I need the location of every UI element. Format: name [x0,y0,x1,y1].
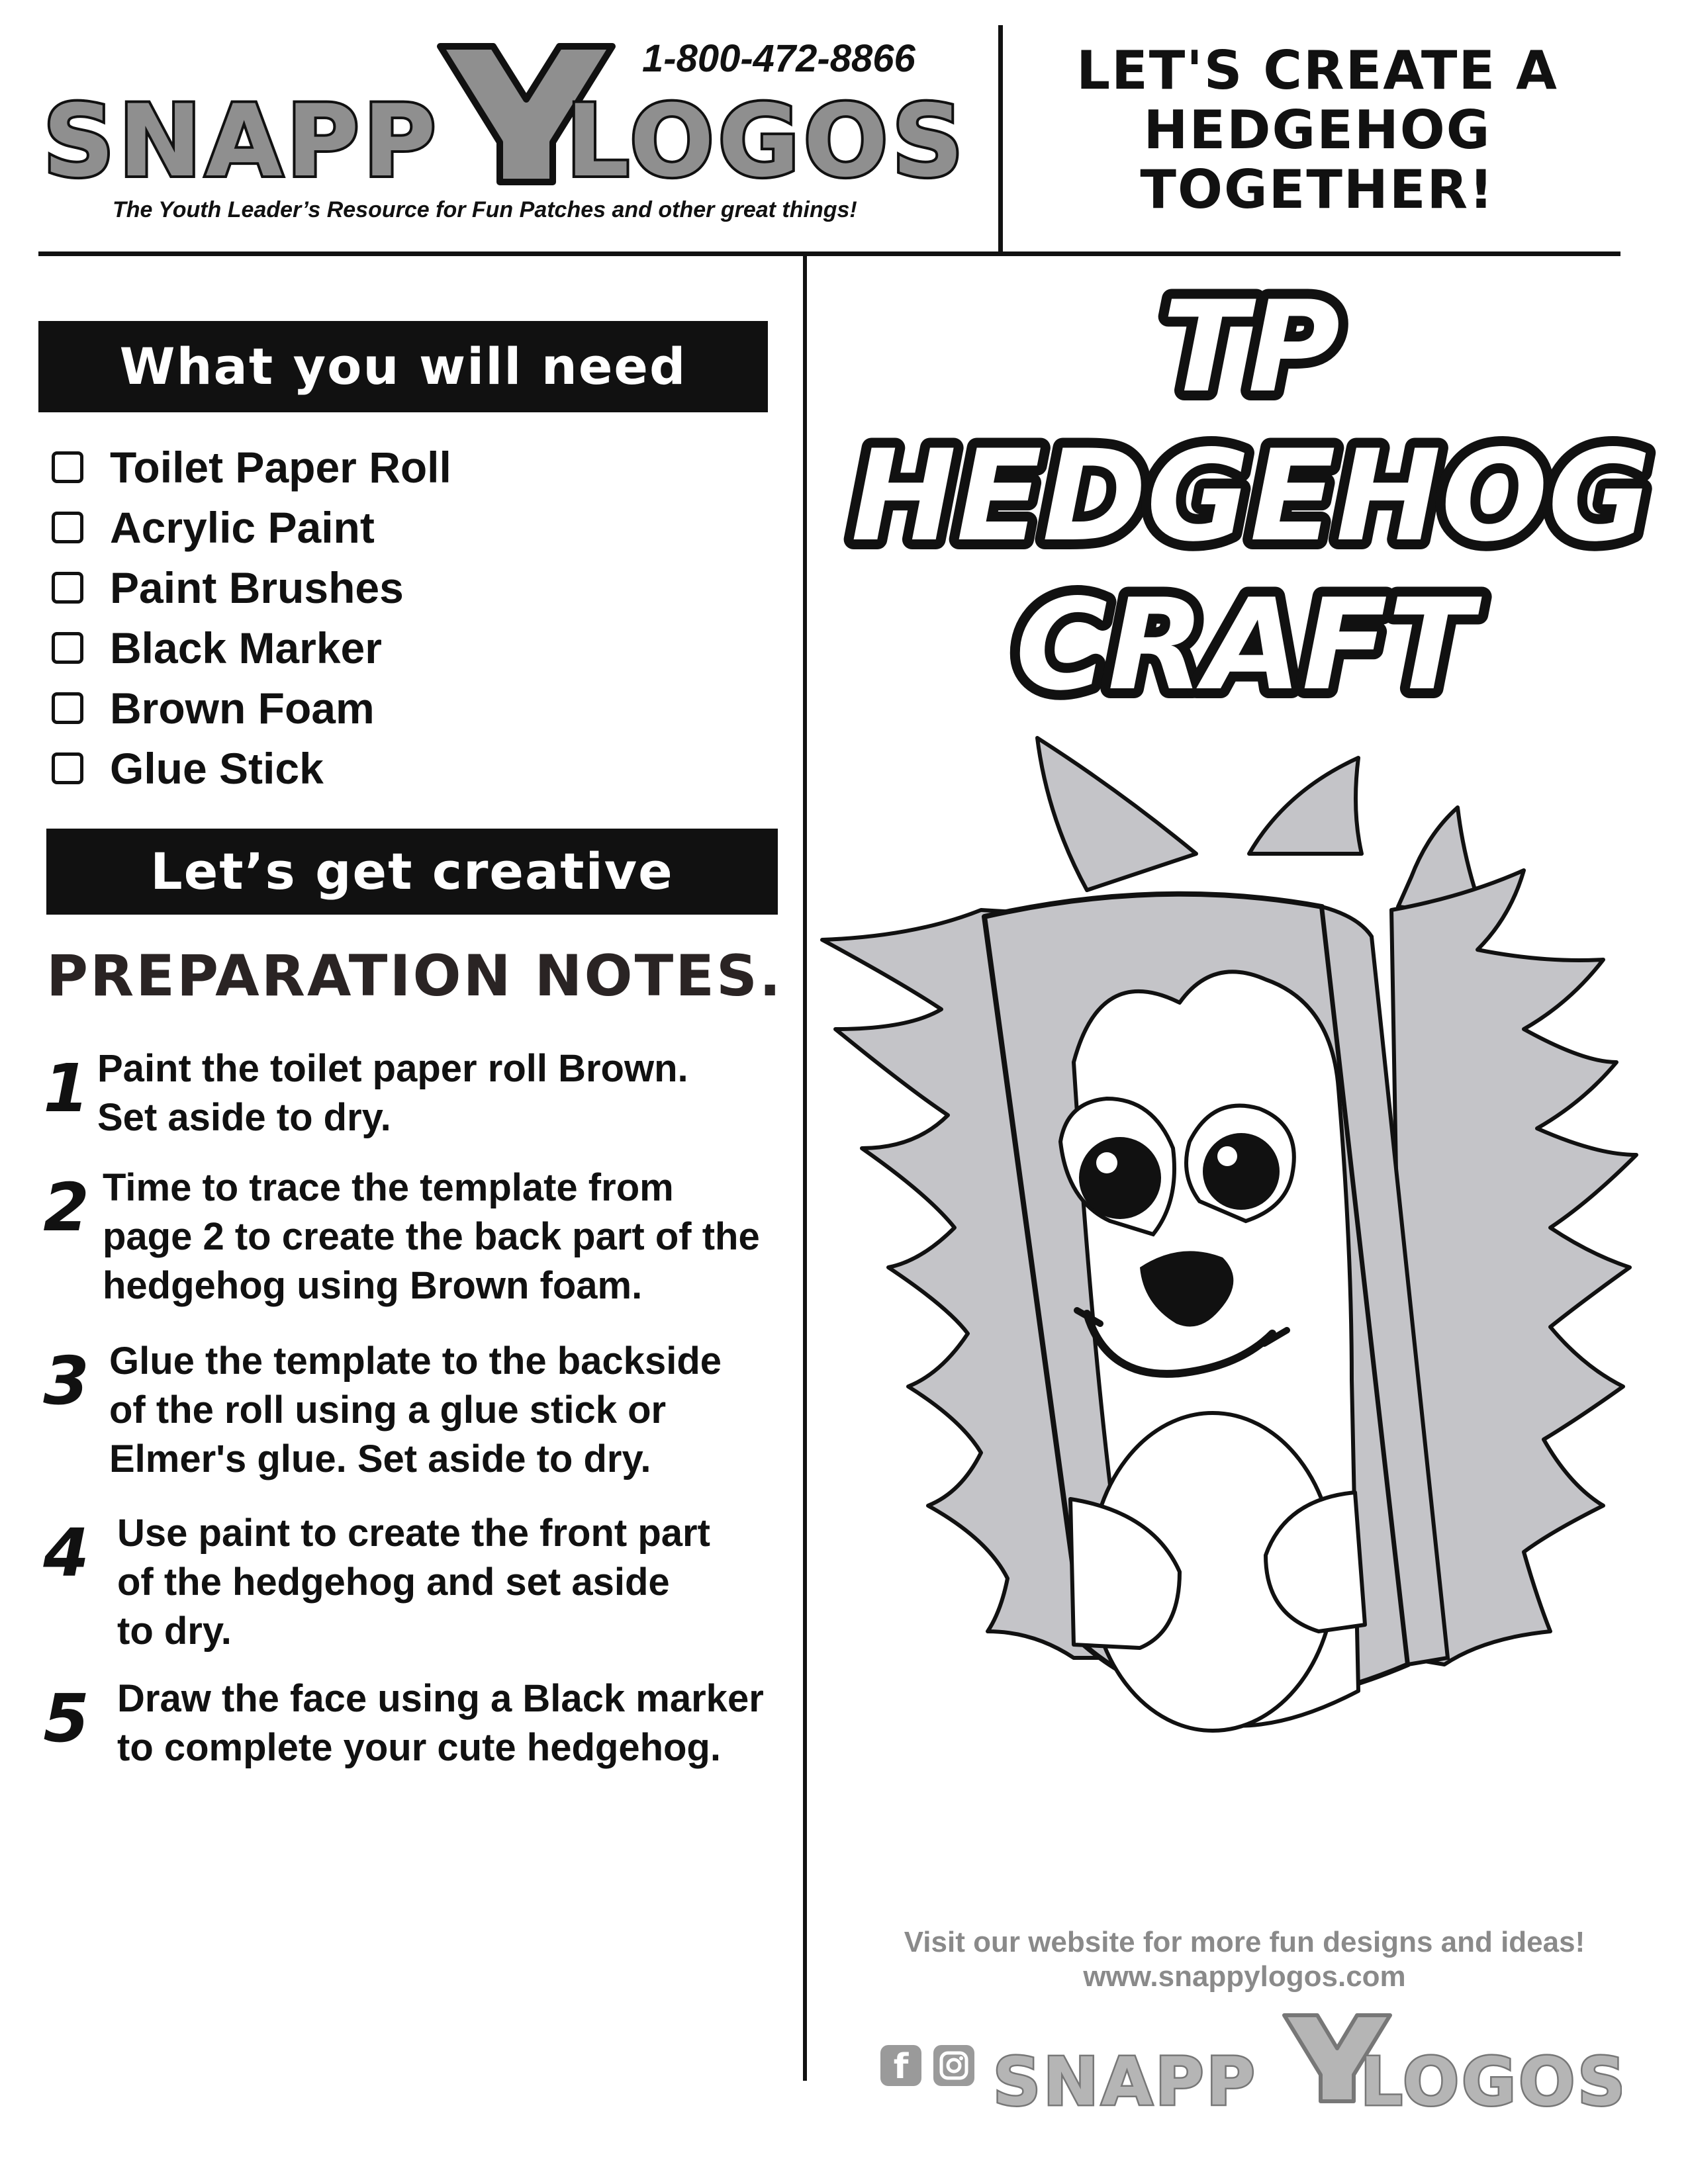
checklist-item-label: Brown Foam [110,683,375,733]
craft-title-line-3: CRAFT [1015,572,1474,718]
instruction-step [36,1674,784,1827]
header-callout-line-2: HEDGEHOG [1143,99,1491,161]
instruction-step [36,1337,784,1489]
checklist-item-label: Glue Stick [110,743,324,793]
step-number: 4 [43,1514,89,1592]
instruction-step [36,1509,784,1661]
header-divider-horizontal [38,251,1620,256]
step-text: Glue the template to the backside of the roll using a glue stick or Elmer's glue. Set aside to dry. [109,1340,722,1480]
phone-number: 1-800-472-8866 [642,37,915,80]
header-callout [1033,41,1602,220]
checklist-item[interactable] [52,437,780,497]
logo-text-right: LOGOS [566,84,968,199]
step-text: Draw the face using a Black marker to complete your cute hedgehog. [117,1677,764,1769]
footer-website-link[interactable]: www.snappylogos.com [1083,1960,1406,1993]
craft-title-line-1: TP [1162,274,1340,420]
step-number: 1 [43,1050,89,1127]
facebook-icon[interactable]: f [880,2045,921,2086]
craft-title-line-2: HEDGEHOG [851,423,1652,569]
instruction-step [36,1163,784,1316]
step-number: 3 [43,1342,89,1420]
checklist-item[interactable] [52,617,780,678]
checkbox[interactable] [52,512,83,543]
craft-title [821,265,1681,728]
left-eye-highlight [1096,1152,1117,1173]
checklist-item-label: Toilet Paper Roll [110,442,451,492]
step-number: 2 [43,1169,89,1246]
checklist-item-label: Acrylic Paint [110,502,375,552]
logo-tagline: The Youth Leader’s Resource for Fun Patches and other great things! [113,197,857,222]
checklist-item[interactable] [52,678,780,738]
instagram-icon[interactable] [933,2045,974,2086]
section-heading-needs: What you will need [38,321,768,412]
section-heading-creative: Let’s get creative [46,829,778,915]
checklist-item[interactable] [52,497,780,557]
checkbox[interactable] [52,632,83,664]
checkbox[interactable] [52,451,83,483]
hedgehog-spike [1249,758,1362,854]
hedgehog-illustration [809,718,1686,1896]
header-callout-line-1: LET'S CREATE A [1076,40,1558,101]
checklist-item[interactable] [52,557,780,617]
header-divider-vertical [998,25,1003,253]
footer-snappylogos-logo [993,2005,1622,2138]
footer-visit-text: Visit our website for more fun designs and ideas! [904,1926,1585,1958]
checkbox[interactable] [52,692,83,724]
step-text: Use paint to create the front part of the hedgehog and set aside to dry. [117,1512,710,1653]
supplies-checklist [52,437,780,798]
footer-logo-text-left: SNAPP [993,2043,1258,2120]
checklist-item-label: Paint Brushes [110,563,404,612]
column-divider [803,256,807,2081]
preparation-notes-title: PREPARATION NOTES. [46,943,783,1009]
header-callout-line-3: TOGETHER! [1140,159,1495,220]
checkbox[interactable] [52,752,83,784]
right-eye-pupil [1203,1133,1280,1210]
checkbox[interactable] [52,572,83,604]
step-text: Paint the toilet paper roll Brown. Set aside to dry. [97,1047,688,1139]
footer-logo-text-right: LOGOS [1360,2043,1622,2120]
checklist-item[interactable] [52,738,780,798]
step-text: Time to trace the template from page 2 to create the back part of the hedgehog using Brown foam. [103,1166,760,1307]
hedgehog-spike [1037,738,1196,890]
left-eye-pupil [1079,1137,1161,1219]
right-eye-highlight [1217,1146,1237,1166]
checklist-item-label: Black Marker [110,623,382,672]
logo-text-left: SNAPP [43,84,440,199]
step-number: 5 [43,1680,89,1757]
